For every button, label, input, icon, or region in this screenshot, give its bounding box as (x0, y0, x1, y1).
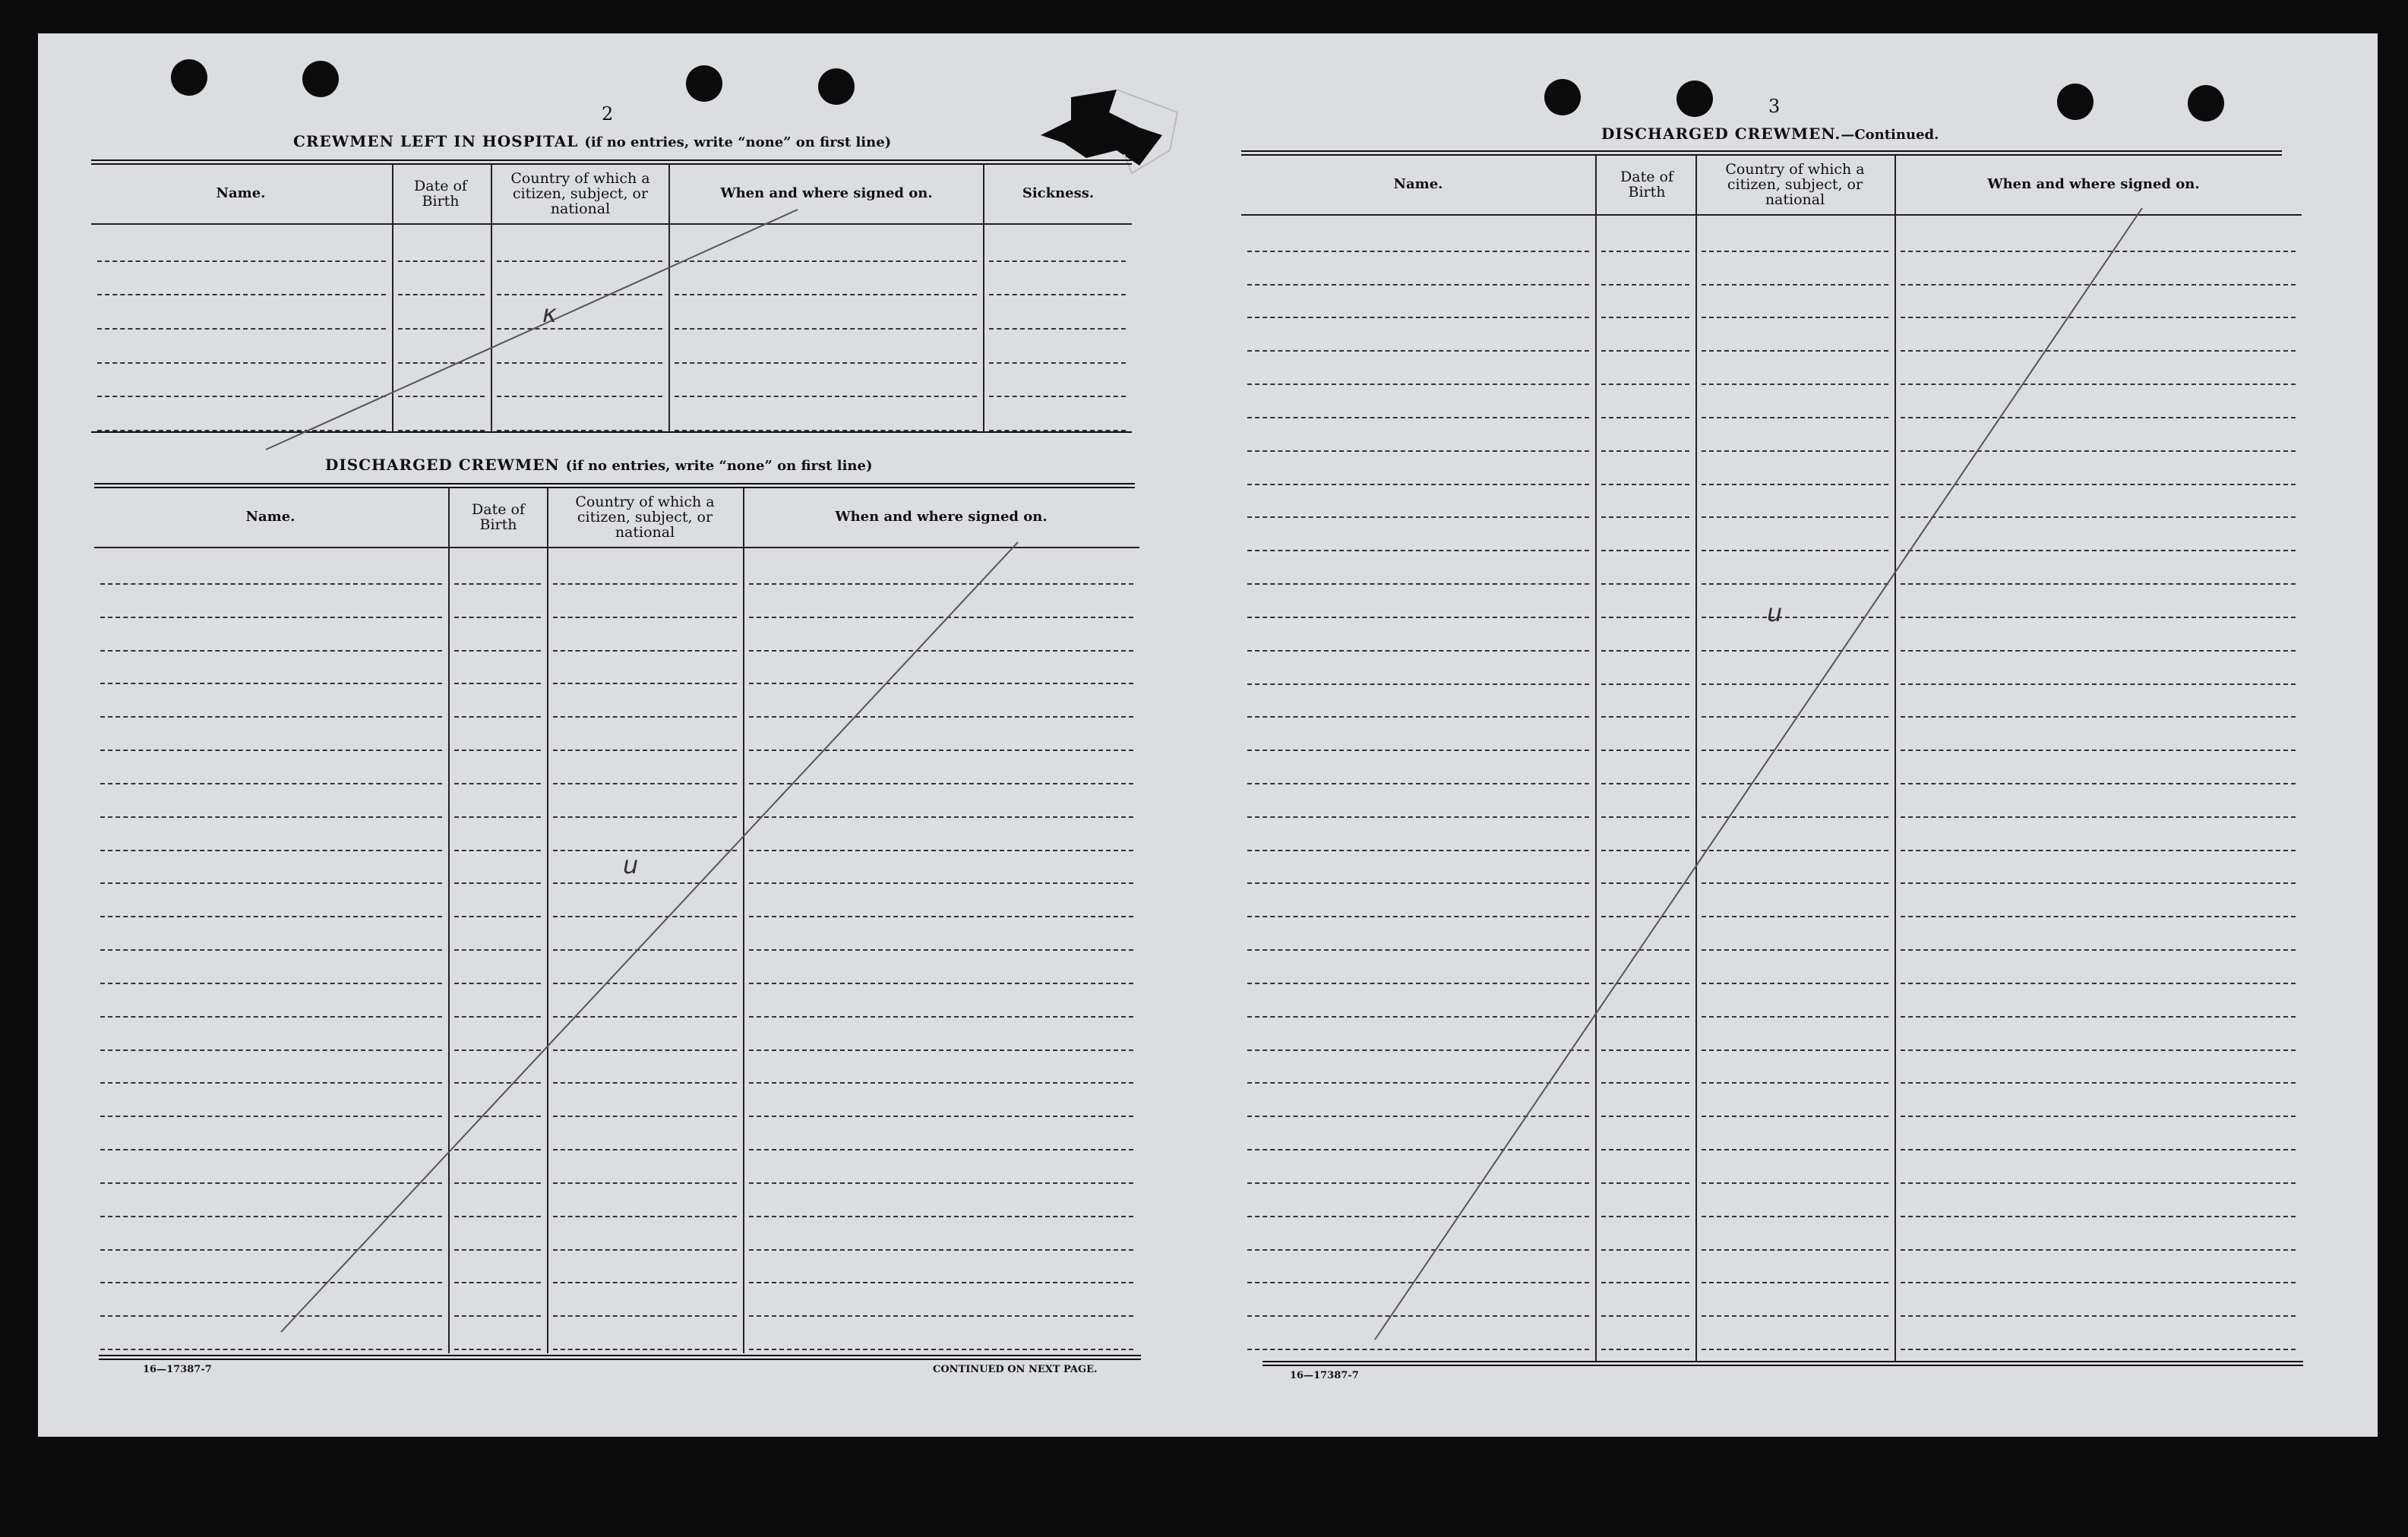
column-header-dob: Date of Birth (1620, 169, 1673, 200)
column-header-country: Country of which a citizen, subject, or national (510, 170, 650, 217)
continued-note: CONTINUED ON NEXT PAGE. (933, 1364, 1098, 1375)
column-header-sickness: Sickness. (1022, 185, 1095, 201)
column-header-signed-on: When and where signed on. (1987, 176, 2200, 192)
handwritten-mark: κ (542, 299, 557, 328)
page-number: 2 (602, 103, 614, 125)
hospital-note: (if no entries, write “none” on first line) (584, 134, 892, 150)
discharged-note: (if no entries, write “none” on first line) (565, 458, 873, 474)
handwritten-mark: u (623, 851, 639, 879)
continued-label: —Continued. (1841, 127, 1939, 143)
column-header-signed-on: When and where signed on. (835, 509, 1048, 525)
column-header-name: Name. (1393, 176, 1443, 192)
column-header-name: Name. (245, 509, 295, 525)
pencil-cancel-stroke (38, 33, 2378, 1437)
column-header-signed-on: When and where signed on. (720, 185, 933, 201)
column-header-dob: Date of Birth (472, 501, 525, 533)
handwritten-mark: u (1767, 598, 1783, 627)
document-sheet (38, 33, 2378, 1437)
column-header-country: Country of which a citizen, subject, or national (575, 494, 715, 541)
discharged-continued-title: DISCHARGED CREWMEN. (1601, 125, 1841, 143)
column-header-dob: Date of Birth (414, 178, 467, 210)
form-number: 16—17387-7 (143, 1364, 212, 1375)
form-number: 16—17387-7 (1290, 1370, 1359, 1381)
discharged-title: DISCHARGED CREWMEN (325, 456, 560, 474)
page-number: 3 (1768, 96, 1781, 117)
column-header-country: Country of which a citizen, subject, or national (1725, 161, 1865, 208)
column-header-name: Name. (216, 185, 266, 201)
hospital-title: CREWMEN LEFT IN HOSPITAL (293, 132, 579, 150)
